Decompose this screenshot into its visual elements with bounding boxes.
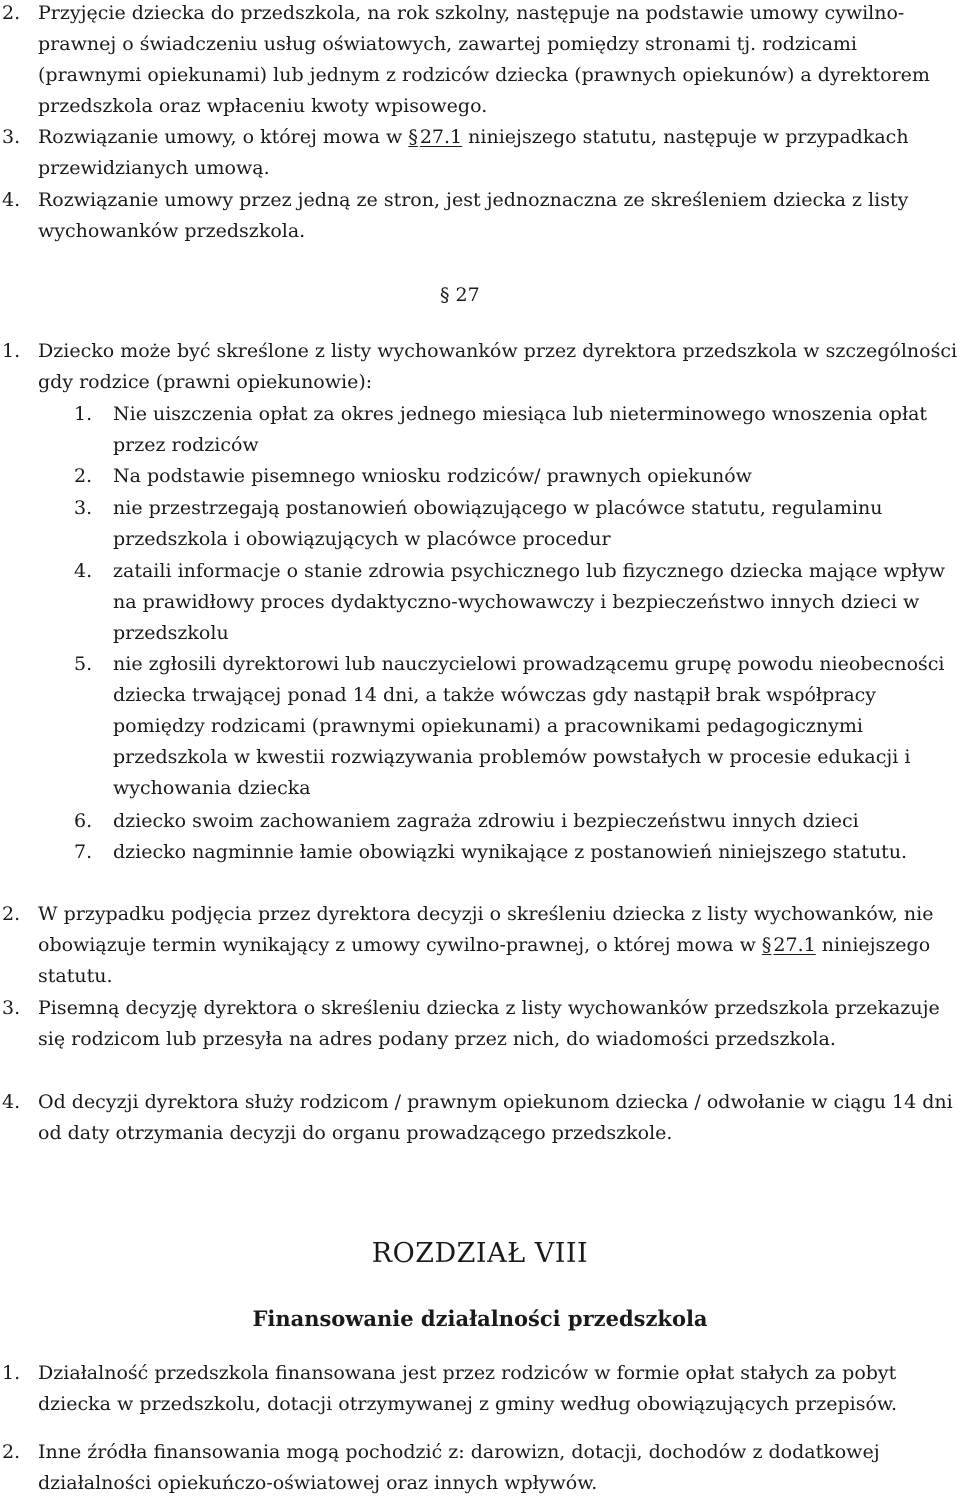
sub-item-text: Na podstawie pisemnego wniosku rodziców/ prawnych opiekunów xyxy=(113,465,752,487)
list-item-top-3 xyxy=(0,122,960,184)
section-item-1 xyxy=(0,336,960,398)
paragraph-sign-icon: § xyxy=(761,934,772,956)
paragraph-sign-icon: § xyxy=(440,284,450,306)
list-item-top-4 xyxy=(0,185,960,247)
section-heading xyxy=(440,280,500,311)
sub-item-3 xyxy=(0,493,960,555)
sub-item-text: nie zgłosili dyrektorowi lub nauczycielowi prowadzącemu grupę powodu nieobecności dziecka trwającej ponad 14 dni, a także wówczas gdy nastąpił brak współpracy pomiędzy rodzicami (prawnymi opiekunami) a pracownikami pedagogicznymi przedszkola w kwestii rozwiązywania problemów powstałych w procesie edukacji i wychowania dziecka xyxy=(113,653,945,799)
sub-item-5 xyxy=(0,649,960,804)
sub-item-number: 5. xyxy=(74,653,93,675)
item-number: 3. xyxy=(2,997,21,1019)
sub-item-number: 1. xyxy=(74,403,93,425)
sub-item-number: 4. xyxy=(74,560,93,582)
sub-item-2 xyxy=(0,461,960,492)
item-text: Działalność przedszkola finansowana jest przez rodziców w formie opłat stałych za pobyt dziecka w przedszkolu, dotacji otrzymywanej z gminy według obowiązujących przepisów. xyxy=(38,1362,897,1415)
item-number: 2. xyxy=(2,2,21,24)
item-number: 4. xyxy=(2,189,21,211)
paragraph-reference-link[interactable]: 27.1 xyxy=(773,934,816,956)
item-text: Rozwiązanie umowy przez jedną ze stron, jest jednoznaczna ze skreśleniem dziecka z listy wychowanków przedszkola. xyxy=(38,189,909,242)
sub-item-7 xyxy=(0,837,925,868)
list-item-top-2 xyxy=(0,0,960,122)
item-text-before-ref: W przypadku podjęcia przez dyrektora decyzji o skreśleniu dziecka z listy wychowanków, nie obowiązuje termin wynikający z umowy cywilno-prawnej, o której mowa w xyxy=(38,903,934,956)
section-number: 27 xyxy=(455,284,480,306)
sub-item-number: 7. xyxy=(74,841,93,863)
sub-item-number: 6. xyxy=(74,810,93,832)
sub-item-1 xyxy=(0,399,960,461)
item-number: 4. xyxy=(2,1091,21,1113)
item-number: 3. xyxy=(2,126,21,148)
paragraph-reference-link[interactable]: 27.1 xyxy=(419,126,463,148)
chapter-item-1 xyxy=(0,1358,960,1420)
section-item-4 xyxy=(0,1087,960,1149)
item-number: 1. xyxy=(2,1362,21,1384)
item-number: 2. xyxy=(2,903,21,925)
sub-item-text: zataili informacje o stanie zdrowia psychicznego lub fizycznego dziecka mające wpływ na prawidłowy proces dydaktyczno-wychowawczy i bezpieczeństwo innych dzieci w przedszkolu xyxy=(113,560,945,644)
sub-item-text: nie przestrzegają postanowień obowiązującego w placówce statutu, regulaminu przedszkola i obowiązujących w placówce procedur xyxy=(113,497,883,550)
sub-item-text: dziecko swoim zachowaniem zagraża zdrowiu i bezpieczeństwu innych dzieci xyxy=(113,810,859,832)
sub-item-6 xyxy=(0,806,960,837)
chapter-subtitle: Finansowanie działalności przedszkola xyxy=(252,1306,708,1331)
sub-item-text: dziecko nagminnie łamie obowiązki wynikające z postanowień niniejszego statutu. xyxy=(113,841,908,863)
item-text: Inne źródła finansowania mogą pochodzić z: darowizn, dotacji, dochodów z dodatkowej działalności opiekuńczo-oświatowej oraz innych wpływów. xyxy=(38,1441,880,1494)
item-text: Przyjęcie dziecka do przedszkola, na rok szkolny, następuje na podstawie umowy cywilno-prawnej o świadczeniu usług oświatowych, zawartej pomiędzy stronami tj. rodzicami (prawnymi opiekunami) lub jednym z rodziców dziecka (prawnych opiekunów) a dyrektorem przedszkola oraz wpłaceniu kwoty wpisowego. xyxy=(38,2,930,117)
sub-item-text: Nie uiszczenia opłat za okres jednego miesiąca lub nieterminowego wnoszenia opłat przez rodziców xyxy=(113,403,928,456)
sub-item-number: 2. xyxy=(74,465,93,487)
chapter-title: ROZDZIAŁ VIII xyxy=(371,1238,589,1269)
item-number: 1. xyxy=(2,340,21,362)
sub-item-4 xyxy=(0,556,960,649)
item-text-before-ref: Rozwiązanie umowy, o której mowa w xyxy=(38,126,409,148)
chapter-item-2 xyxy=(0,1437,960,1499)
section-item-2 xyxy=(0,899,960,992)
item-number: 2. xyxy=(2,1441,21,1463)
item-text: Dziecko może być skreślone z listy wychowanków przez dyrektora przedszkola w szczególności gdy rodzice (prawni opiekunowie): xyxy=(38,340,958,393)
item-text: Pisemną decyzję dyrektora o skreśleniu dziecka z listy wychowanków przedszkola przekazuje się rodzicom lub przesyła na adres podany przez nich, do wiadomości przedszkola. xyxy=(38,997,940,1050)
item-text-after-ref: niniejszego statutu. xyxy=(38,934,931,987)
sub-item-number: 3. xyxy=(74,497,93,519)
section-item-3 xyxy=(0,993,960,1055)
paragraph-sign-icon: § xyxy=(408,126,418,148)
item-text-after-ref: niniejszego statutu, następuje w przypadkach przewidzianych umową. xyxy=(38,126,909,179)
item-text: Od decyzji dyrektora służy rodzicom / prawnym opiekunom dziecka / odwołanie w ciągu 14 dni od daty otrzymania decyzji do organu prowadzącego przedszkole. xyxy=(38,1091,953,1144)
